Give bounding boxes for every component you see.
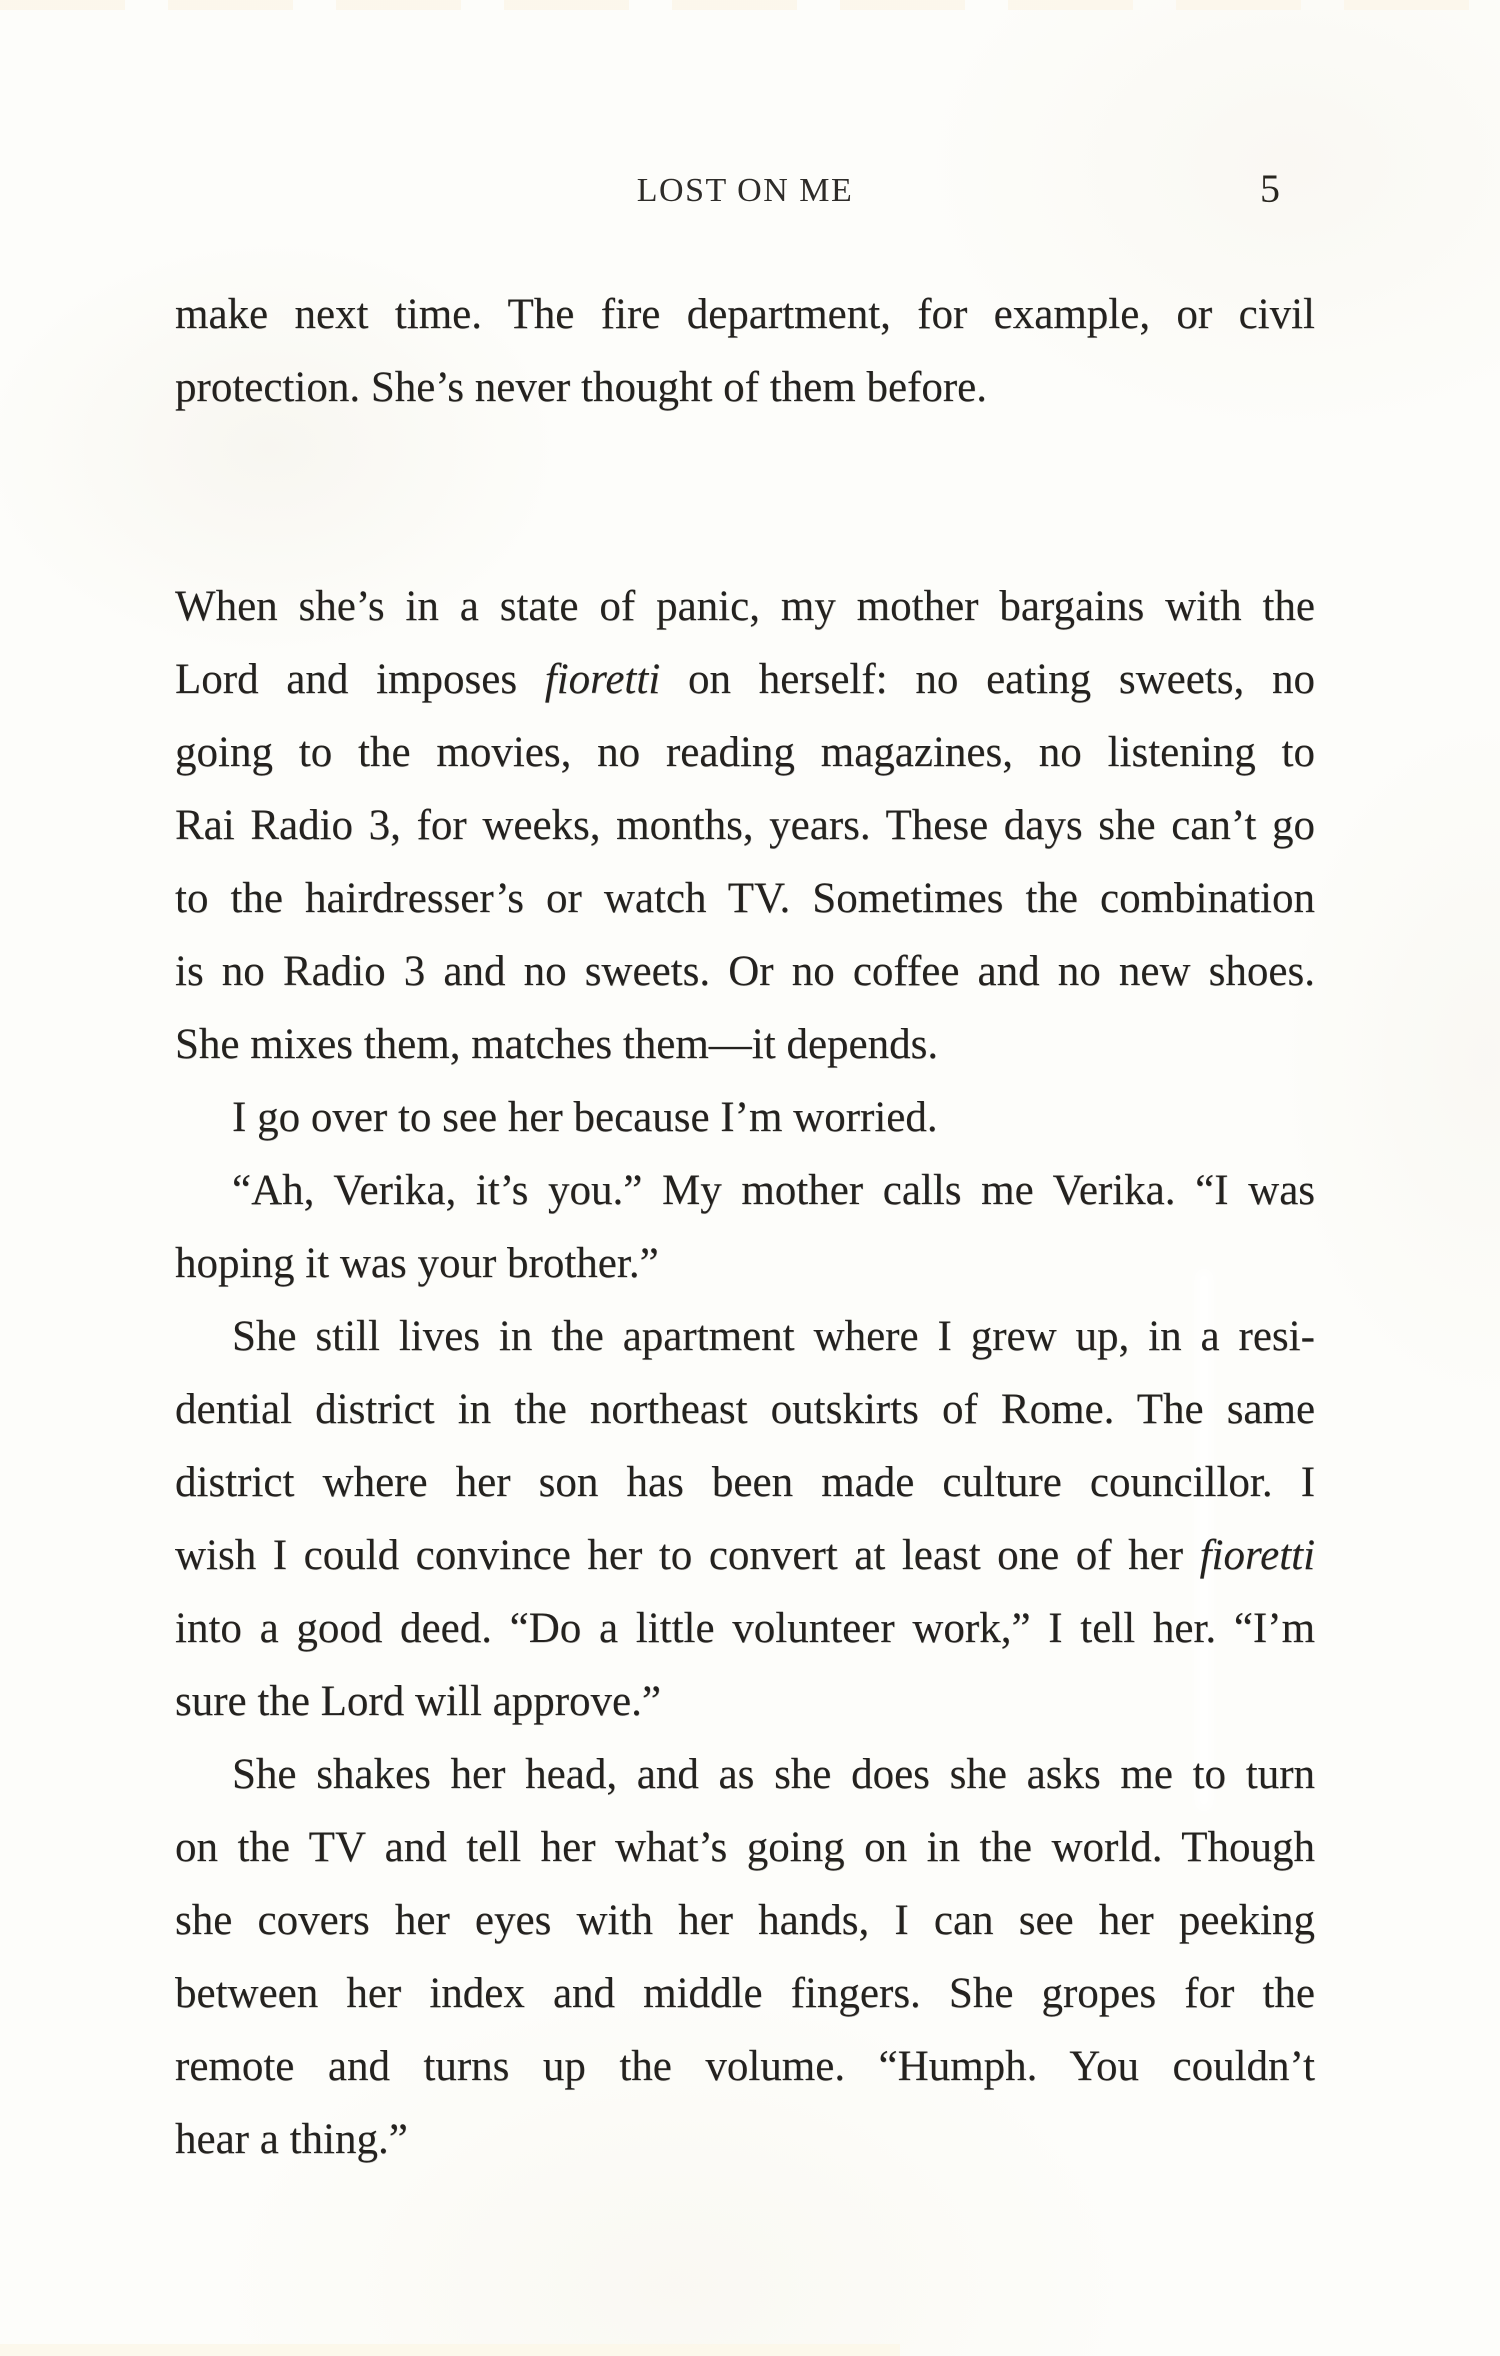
- text-line: wish I could convince her to convert at least one of her fioretti: [175, 1532, 1316, 1579]
- text-line: hear a thing.”: [175, 2116, 408, 2163]
- text-line: Rai Radio 3, for weeks, months, years. These days she can’t go: [175, 802, 1315, 849]
- text-line: “Ah, Verika, it’s you.” My mother calls me Verika. “I was: [232, 1167, 1316, 1214]
- text-line: protection. She’s never thought of them before.: [175, 364, 988, 411]
- text-line: I go over to see her because I’m worried.: [232, 1094, 938, 1141]
- text-line: on the TV and tell her what’s going on in the world. Though: [175, 1824, 1315, 1871]
- text-line: into a good deed. “Do a little volunteer work,” I tell her. “I’m: [175, 1605, 1316, 1652]
- paragraph: [175, 1738, 1315, 2176]
- text-line: hoping it was your brother.”: [175, 1240, 659, 1287]
- text-line: Lord and imposes fioretti on herself: no eating sweets, no: [175, 656, 1315, 703]
- text-line: to the hairdresser’s or watch TV. Sometimes the combination: [175, 875, 1315, 922]
- section-gap: [175, 424, 1315, 570]
- text-line: between her index and middle fingers. She gropes for the: [175, 1970, 1315, 2017]
- paragraph: [175, 570, 1315, 1081]
- text-line: she covers her eyes with her hands, I can see her peeking: [175, 1897, 1315, 1944]
- text-line: dential district in the northeast outskirts of Rome. The same: [175, 1386, 1316, 1433]
- text-line: remote and turns up the volume. “Humph. You couldn’t: [175, 2043, 1316, 2090]
- running-head: LOST ON ME: [636, 172, 854, 209]
- text-line: She still lives in the apartment where I grew up, in a resi-: [232, 1313, 1315, 1360]
- text-line: going to the movies, no reading magazines, no listening to: [175, 729, 1315, 776]
- paragraph: [175, 1154, 1315, 1300]
- text-line: When she’s in a state of panic, my mother bargains with the: [175, 583, 1315, 630]
- scan-bottom-edge-artifact: [0, 2344, 900, 2356]
- text-line: make next time. The fire department, for example, or civil: [175, 291, 1315, 338]
- paragraph: [175, 278, 1315, 424]
- page-number: 5: [1260, 166, 1280, 211]
- text-line: sure the Lord will approve.”: [175, 1678, 661, 1725]
- page-body: [175, 278, 1315, 2176]
- paragraph: [175, 1300, 1315, 1738]
- paragraph: [175, 1081, 1315, 1154]
- text-line: is no Radio 3 and no sweets. Or no coffee and no new shoes.: [175, 948, 1315, 995]
- text-line: She mixes them, matches them—it depends.: [175, 1021, 939, 1068]
- text-line: district where her son has been made culture councillor. I: [175, 1459, 1316, 1506]
- scan-top-edge-artifact: [0, 0, 1500, 10]
- text-line: She shakes her head, and as she does she asks me to turn: [232, 1751, 1316, 1798]
